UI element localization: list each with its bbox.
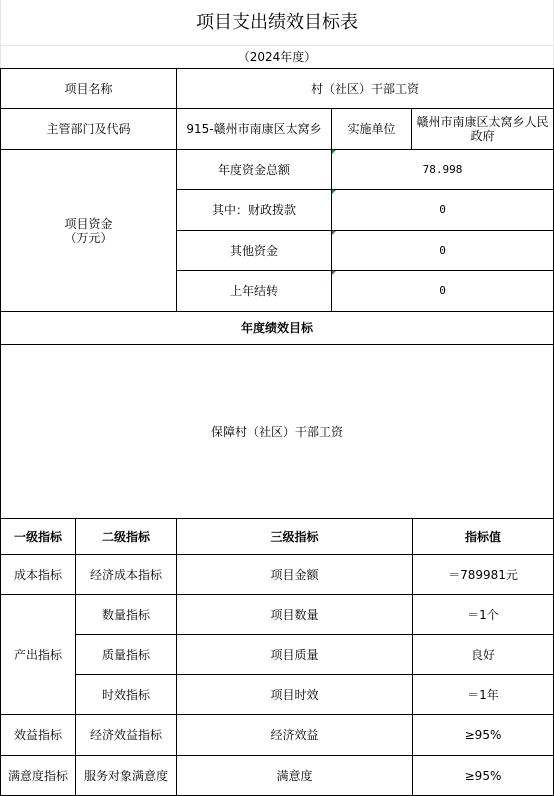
benefit-level1: 效益指标 xyxy=(13,728,62,742)
fund-carryover-label: 上年结转 xyxy=(229,284,278,298)
funds-label: 项目资金 （万元） xyxy=(64,216,113,245)
header-level3: 三级指标 xyxy=(270,529,319,544)
dept-value: 915-赣州市南康区太窝乡 xyxy=(186,122,322,136)
output-quantity-level3: 项目数量 xyxy=(270,607,319,622)
output-timeliness-level3: 项目时效 xyxy=(270,687,319,702)
fund-total-label: 年度资金总额 xyxy=(217,162,290,177)
benefit-level2: 经济效益指标 xyxy=(89,728,162,742)
page-title: 项目支出绩效目标表 xyxy=(196,11,358,33)
cost-level3: 项目金额 xyxy=(270,567,319,582)
fund-fiscal-label: 其中：财政拨款 xyxy=(211,203,296,217)
benefit-level3: 经济效益 xyxy=(270,728,319,742)
benefit-value: ≥95% xyxy=(464,728,502,742)
output-level1: 产出指标 xyxy=(13,647,62,662)
cost-level1: 成本指标 xyxy=(13,567,62,582)
output-timeliness-value: ＝1年 xyxy=(467,687,499,702)
satisfaction-value: ≥95% xyxy=(464,768,502,783)
header-level1: 一级指标 xyxy=(13,529,62,544)
fund-other-label: 其他资金 xyxy=(229,243,278,258)
satisfaction-level1: 满意度指标 xyxy=(7,768,68,783)
impl-unit-label: 实施单位 xyxy=(347,122,396,136)
header-value: 指标值 xyxy=(464,529,501,544)
year-subtitle: （2024年度） xyxy=(237,50,317,64)
header-level2: 二级指标 xyxy=(101,529,150,544)
annual-goal-heading: 年度绩效目标 xyxy=(240,321,313,335)
annual-goal-text: 保障村（社区）干部工资 xyxy=(210,424,343,439)
output-timeliness-level2: 时效指标 xyxy=(101,687,150,702)
output-quality-level3: 项目质量 xyxy=(270,647,319,662)
project-name-label: 项目名称 xyxy=(64,81,113,96)
satisfaction-level2: 服务对象满意度 xyxy=(83,768,168,783)
cost-level2: 经济成本指标 xyxy=(89,567,162,582)
cost-value: ＝789981元 xyxy=(448,567,518,582)
impl-unit-value: 赣州市南康区太窝乡人民政府 xyxy=(416,115,549,143)
satisfaction-level3: 满意度 xyxy=(276,768,313,783)
dept-label: 主管部门及代码 xyxy=(46,122,131,136)
fund-other-value: 0 xyxy=(439,243,446,257)
fund-carryover-value: 0 xyxy=(439,284,446,297)
fund-fiscal-value: 0 xyxy=(439,203,446,216)
fund-total-value: 78.998 xyxy=(422,162,463,176)
output-quality-level2: 质量指标 xyxy=(101,647,150,662)
output-quantity-value: ＝1个 xyxy=(467,607,499,622)
output-quality-value: 良好 xyxy=(470,647,495,662)
project-name-value: 村（社区）干部工资 xyxy=(310,81,419,96)
output-quantity-level2: 数量指标 xyxy=(101,607,150,622)
